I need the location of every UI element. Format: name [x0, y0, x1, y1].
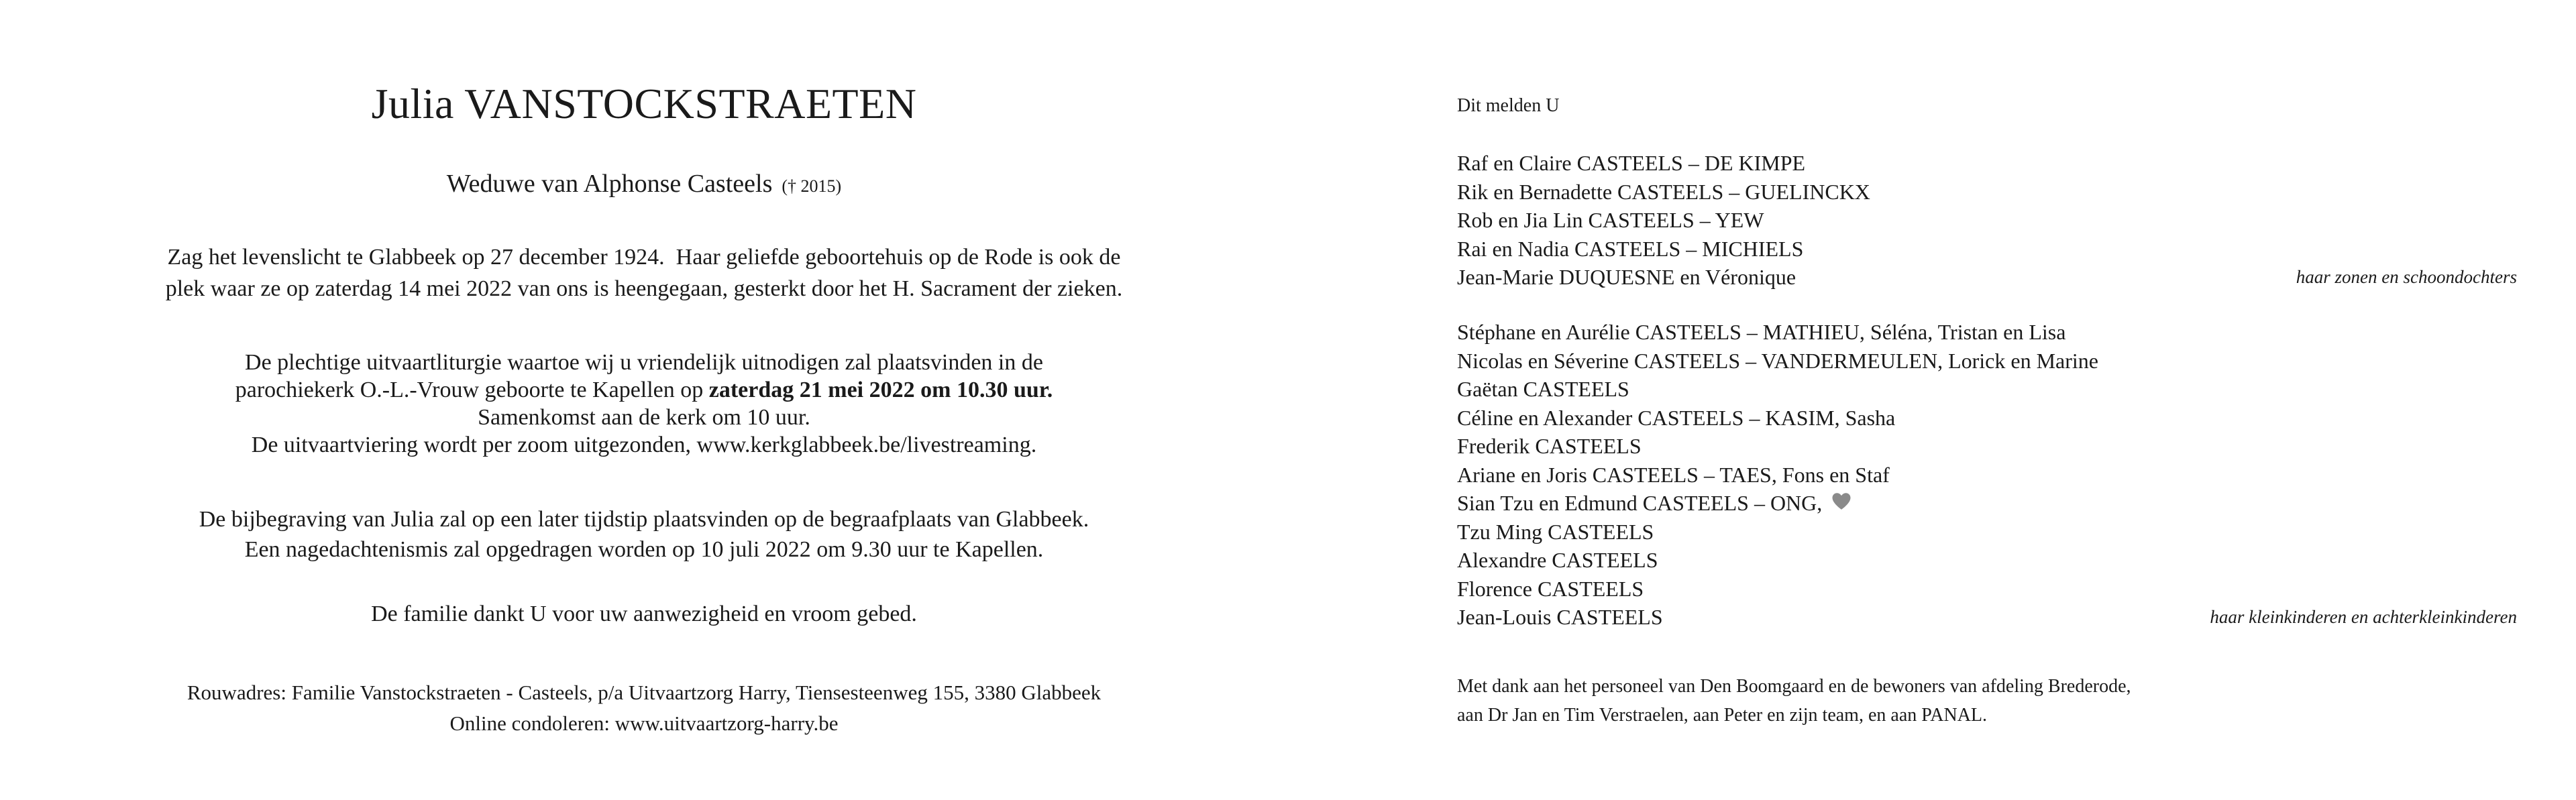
birth-paragraph — [0, 241, 1288, 304]
service-gathering-line: Samenkomst aan de kerk om 10 uur. — [478, 405, 810, 430]
family-member: Ariane en Joris CASTEELS – TAES, Fons en Staf — [1457, 462, 1890, 487]
family-member: Céline en Alexander CASTEELS – KASIM, Sasha — [1457, 405, 1896, 430]
sons-relation-label: haar zonen en schoondochters — [2296, 267, 2517, 287]
thanks-line: Met dank aan het personeel van Den Boomgaard en de bewoners van afdeling Brederode, — [1457, 676, 2131, 697]
service-location-text: parochiekerk O.-L.-Vrouw geboorte te Kapellen op — [235, 378, 709, 402]
family-member: Raf en Claire CASTEELS – DE KIMPE — [1457, 151, 1806, 175]
family-member: Jean-Louis CASTEELS — [1457, 605, 1663, 629]
family-member-row — [1457, 603, 2517, 632]
mourning-address: Rouwadres: Familie Vanstockstraeten - Casteels, p/a Uitvaartzorg Harry, Tiensesteenweg 155, 3380 Glabbeek — [186, 681, 1102, 704]
service-line: De plechtige uitvaartliturgie waartoe wij u vriendelijk uitnodigen zal plaatsvinden in de — [245, 350, 1043, 375]
heart-icon — [1831, 489, 1851, 518]
family-member: Frederik CASTEELS — [1457, 434, 1642, 458]
memorial-mass-line: Een nagedachtenismis zal opgedragen worden op 10 juli 2022 om 9.30 uur te Kapellen. — [244, 537, 1044, 562]
contact-block — [0, 677, 1288, 739]
service-paragraph — [0, 349, 1288, 459]
family-member: Rik en Bernadette CASTEELS – GUELINCKX — [1457, 179, 1870, 204]
widow-line — [0, 169, 1288, 198]
service-line — [0, 376, 1288, 404]
family-member: Rob en Jia Lin CASTEELS – YEW — [1457, 208, 1764, 232]
burial-paragraph — [0, 504, 1288, 565]
birth-line: plek waar ze op zaterdag 14 mei 2022 van ons is heengegaan, gesterkt door het H. Sacrament der zieken. — [165, 276, 1123, 301]
family-thanks: De familie dankt U voor uw aanwezigheid en vroom gebed. — [371, 602, 917, 626]
family-member: Tzu Ming CASTEELS — [1457, 519, 1654, 544]
grandchildren-relation-label: haar kleinkinderen en achterkleinkinderen — [2210, 607, 2517, 627]
right-page — [1288, 0, 2576, 800]
family-member: Sian Tzu en Edmund CASTEELS – ONG, — [1457, 491, 1823, 515]
family-member: Rai en Nadia CASTEELS – MICHIELS — [1457, 236, 1804, 261]
family-member: Alexandre CASTEELS — [1457, 548, 1658, 572]
deceased-name: Julia VANSTOCKSTRAETEN — [371, 80, 917, 127]
grandchildren-list — [1457, 318, 2517, 632]
birth-line: Zag het levenslicht te Glabbeek op 27 december 1924. Haar geliefde geboortehuis op de Rode is ook de — [167, 245, 1121, 270]
family-member: Gaëtan CASTEELS — [1457, 377, 1629, 401]
family-member-row — [1457, 263, 2517, 292]
sons-list — [1457, 149, 2517, 292]
widow-of-text: Weduwe van Alphonse Casteels — [446, 170, 773, 198]
family-member: Jean-Marie DUQUESNE en Véronique — [1457, 265, 1796, 289]
service-date-time: zaterdag 21 mei 2022 om 10.30 uur. — [708, 378, 1053, 402]
thanks-note — [1457, 672, 2131, 730]
family-member-row — [1457, 489, 2517, 518]
family-member: Florence CASTEELS — [1457, 576, 1644, 601]
family-member: Nicolas en Séverine CASTEELS – VANDERMEULEN, Lorick en Marine — [1457, 348, 2098, 373]
online-condolences: Online condoleren: www.uitvaartzorg-harry.be — [449, 711, 839, 735]
announcement-heading: Dit melden U — [1457, 95, 1560, 116]
thanks-line: aan Dr Jan en Tim Verstraelen, aan Peter en zijn team, en aan PANAL. — [1457, 705, 1988, 726]
family-member: Stéphane en Aurélie CASTEELS – MATHIEU, Séléna, Tristan en Lisa — [1457, 320, 2066, 344]
spouse-death-year: († 2015) — [782, 176, 842, 196]
burial-line: De bijbegraving van Julia zal op een later tijdstip plaatsvinden op de begraafplaats van Glabbeek. — [199, 507, 1089, 532]
service-stream-line: De uitvaartviering wordt per zoom uitgezonden, www.kerkglabbeek.be/livestreaming. — [251, 433, 1037, 457]
